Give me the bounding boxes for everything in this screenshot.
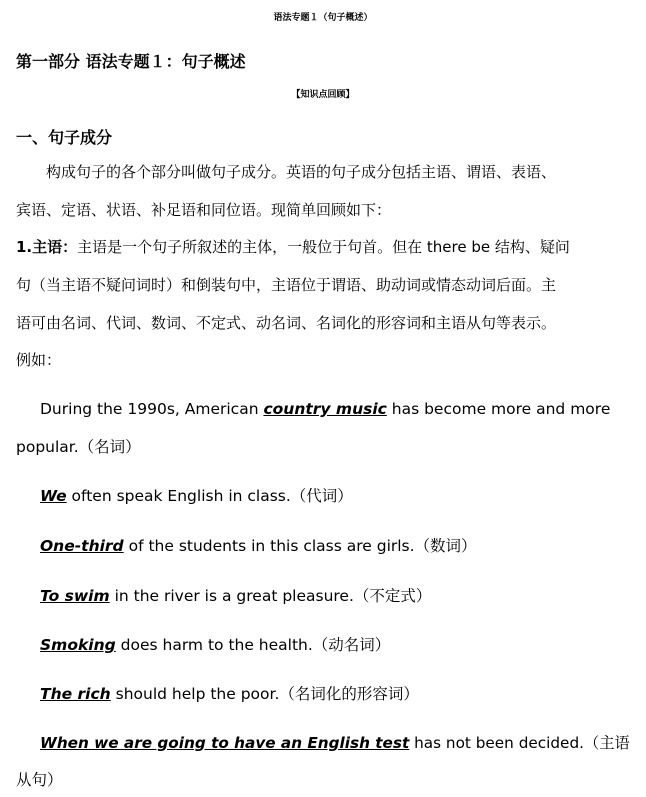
example-continuation: 从句） — [16, 771, 63, 789]
example-post: has become more and more — [386, 400, 611, 418]
subject-line-4: 例如： — [16, 351, 62, 369]
subject-label: 1.主语： — [16, 238, 78, 256]
example-emphasis: The rich — [40, 685, 111, 703]
subject-line-2: 句（当主语不疑问词时）和倒装句中，主语位于谓语、助动词或情态动词后面。主 — [16, 276, 557, 294]
example-post: should help the poor.（名词化的形容词） — [110, 685, 419, 703]
example-post: has not been decided.（主语 — [409, 734, 630, 752]
doc-title: 语法专题１（句子概述） — [273, 13, 373, 23]
review-heading: 【知识点回顾】 — [291, 90, 355, 100]
example-emphasis: Smoking — [40, 636, 116, 654]
example-5 — [40, 634, 390, 656]
example-post: of the students in this class are girls.（数词） — [123, 537, 477, 555]
example-post: in the river is a great pleasure.（不定式） — [109, 587, 432, 605]
example-4 — [40, 585, 431, 607]
example-pre: During the 1990s, American — [40, 400, 264, 418]
example-continuation: popular.（名词） — [16, 438, 141, 456]
subject-text: 主语是一个句子所叙述的主体，一般位于句首。但在 there be 结构、疑问 — [77, 238, 570, 256]
example-emphasis: One-third — [40, 537, 124, 555]
section-heading: 一、句子成分 — [16, 128, 113, 147]
example-post: often speak English in class.（代词） — [66, 487, 353, 505]
subject-line-3: 语可由名词、代词、数词、不定式、动名词、名词化的形容词和主语从句等表示。 — [16, 314, 557, 332]
intro-line-2: 宾语、定语、状语、补足语和同位语。现简单回顾如下： — [16, 201, 392, 219]
intro-line-1: 构成句子的各个部分叫做句子成分。英语的句子成分包括主语、谓语、表语、 — [46, 163, 557, 181]
example-emphasis: We — [40, 487, 67, 505]
example-emphasis: To swim — [40, 587, 110, 605]
example-emphasis: When we are going to have an English test — [40, 734, 410, 752]
example-line — [40, 398, 610, 420]
example-2 — [40, 485, 353, 507]
example-emphasis: country music — [263, 400, 387, 418]
example-line — [40, 732, 630, 754]
part-heading: 第一部分 语法专题１：句子概述 — [16, 52, 246, 71]
example-3 — [40, 535, 477, 557]
example-6 — [40, 683, 419, 705]
subject-line-1 — [16, 237, 570, 257]
example-post: does harm to the health.（动名词） — [115, 636, 391, 654]
